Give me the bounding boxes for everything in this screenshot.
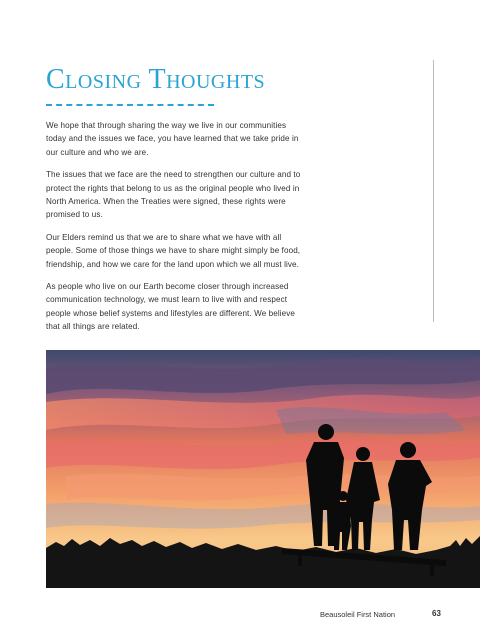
title-dashed-underline [46, 104, 214, 106]
paragraph: Our Elders remind us that we are to share what we have with all people. Some of those things we have to share might simply be food, friendship, and how we care for the land upon which we all must live. [46, 232, 301, 269]
body-text [46, 119, 308, 343]
paragraph: As people who live on our Earth become closer through increased communication technology, we must learn to live with and respect people whose belief systems and lifestyles are different. We believe that all things are related. [46, 282, 295, 332]
paragraph: The issues that we face are the need to strengthen our culture and to protect the rights that belong to us as the original people who lived in North America. When the Treaties were signed, these rights were promised to us. [46, 170, 301, 220]
page-title: Closing Thoughts [46, 64, 266, 95]
sunset-family-photo [46, 350, 480, 588]
page-number: 63 [432, 609, 441, 618]
margin-rule [433, 60, 434, 322]
paragraph: We hope that through sharing the way we live in our communities today and the issues we face, you have learned that we take pride in our culture and who we are. [46, 121, 299, 157]
footer-publisher: Beausoleil First Nation [320, 610, 396, 619]
